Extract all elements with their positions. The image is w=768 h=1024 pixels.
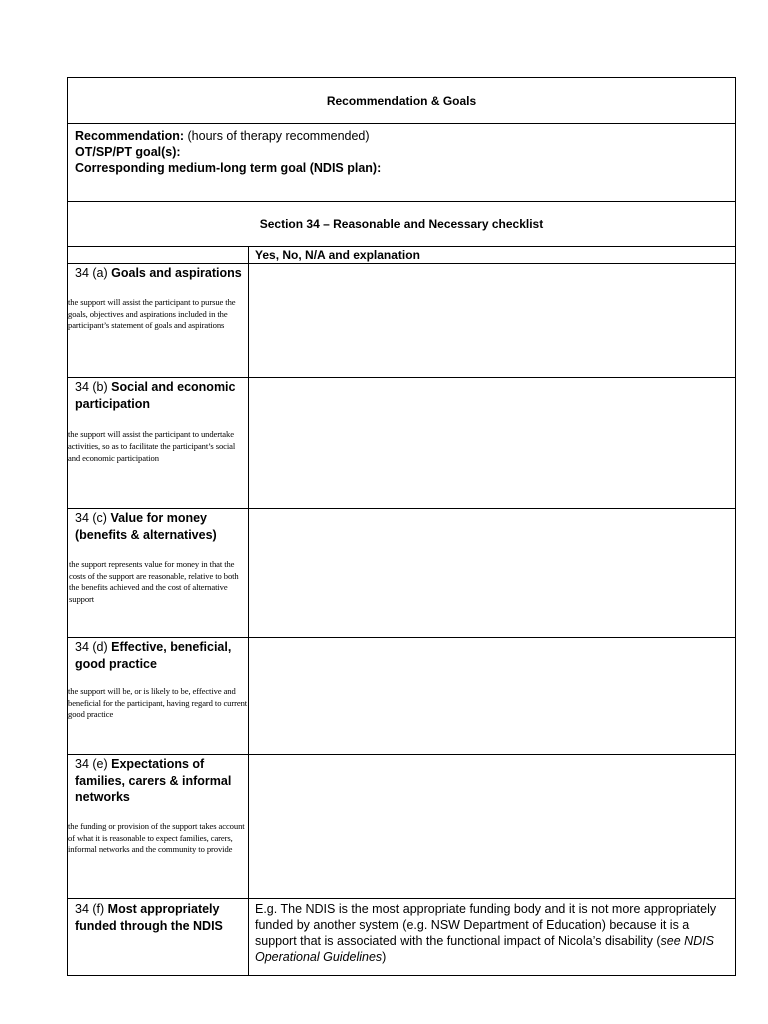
criterion-f-guidelines-ref: see NDIS Operational Guidelines xyxy=(255,934,715,964)
criterion-e-description: the funding or provision of the support takes account of what it is reasonable to expect families, carers, informal networks and the community to provide xyxy=(68,821,245,854)
recommendation-line xyxy=(75,128,728,144)
goals-line xyxy=(75,144,728,160)
criterion-d-label: Effective, beneficial, good practice xyxy=(75,640,232,671)
criterion-a-description: the support will assist the participant to pursue the goals, objectives and aspirations included in the participant’s statement of goals and aspirations xyxy=(68,297,236,330)
criterion-a-number: 34 (a) xyxy=(75,266,112,280)
criterion-d-answer-cell[interactable] xyxy=(249,638,735,754)
criterion-b-label: Social and economic participation xyxy=(75,380,236,411)
section34-title: Section 34 – Reasonable and Necessary checklist xyxy=(259,217,544,231)
criterion-d-description: the support will be, or is likely to be, effective and beneficial for the participant, having regard to current good practice xyxy=(68,686,248,719)
row-divider xyxy=(68,898,735,899)
criterion-d-number: 34 (d) xyxy=(75,640,112,654)
criterion-a-heading xyxy=(75,265,243,282)
criterion-c-heading xyxy=(75,510,243,543)
criterion-e-number: 34 (e) xyxy=(75,757,112,771)
criterion-b-description: the support will assist the participant to undertake activities, so as to facilitate the participant’s social and economic participation xyxy=(68,429,236,464)
recommendation-value: (hours of therapy recommended) xyxy=(184,129,370,143)
explanation-column-header: Yes, No, N/A and explanation xyxy=(255,248,420,262)
criterion-e-answer-cell[interactable] xyxy=(249,755,735,898)
criterion-f-label: Most appropriately funded through the NDIS xyxy=(75,902,223,933)
section34-heading xyxy=(68,202,735,247)
criterion-f-number: 34 (f) xyxy=(75,902,108,916)
recommendation-block[interactable] xyxy=(68,124,735,202)
ndis-goal-line xyxy=(75,160,728,176)
criterion-c-answer-cell[interactable] xyxy=(249,509,735,637)
rec-goals-title: Recommendation & Goals xyxy=(326,93,477,108)
criterion-e-label: Expectations of families, carers & informal networks xyxy=(75,757,232,804)
criterion-f-explanation[interactable] xyxy=(255,901,725,965)
criterion-c-number: 34 (c) xyxy=(75,511,111,525)
criterion-f-explanation-text: E.g. The NDIS is the most appropriate funding body and it is not more appropriately funded by another system (e.g. NSW Department of Education) because it is a support that is associated with the functional impact of Nicola’s disability ( xyxy=(255,902,717,948)
rec-goals-heading xyxy=(68,78,735,124)
ndis-goal-label: Corresponding medium-long term goal (NDIS plan): xyxy=(75,161,382,175)
goals-label: OT/SP/PT goal(s): xyxy=(75,145,181,159)
assessment-table xyxy=(67,77,736,976)
criterion-b-heading xyxy=(75,379,243,412)
criterion-c-label: Value for money (benefits & alternatives) xyxy=(75,511,217,542)
criterion-a-answer-cell[interactable] xyxy=(249,264,735,377)
criterion-b-number: 34 (b) xyxy=(75,380,112,394)
recommendation-label: Recommendation: xyxy=(75,129,185,143)
criterion-b-answer-cell[interactable] xyxy=(249,378,735,508)
criterion-d-heading xyxy=(75,639,243,672)
criterion-c-description: the support represents value for money in that the costs of the support are reasonable, relative to both the benefits achieved and the cost of alternative support xyxy=(69,559,239,604)
criterion-f-heading xyxy=(75,901,225,934)
criterion-e-heading xyxy=(75,756,243,806)
criterion-f-explanation-end: ) xyxy=(382,950,387,964)
criterion-a-label: Goals and aspirations xyxy=(111,266,242,280)
